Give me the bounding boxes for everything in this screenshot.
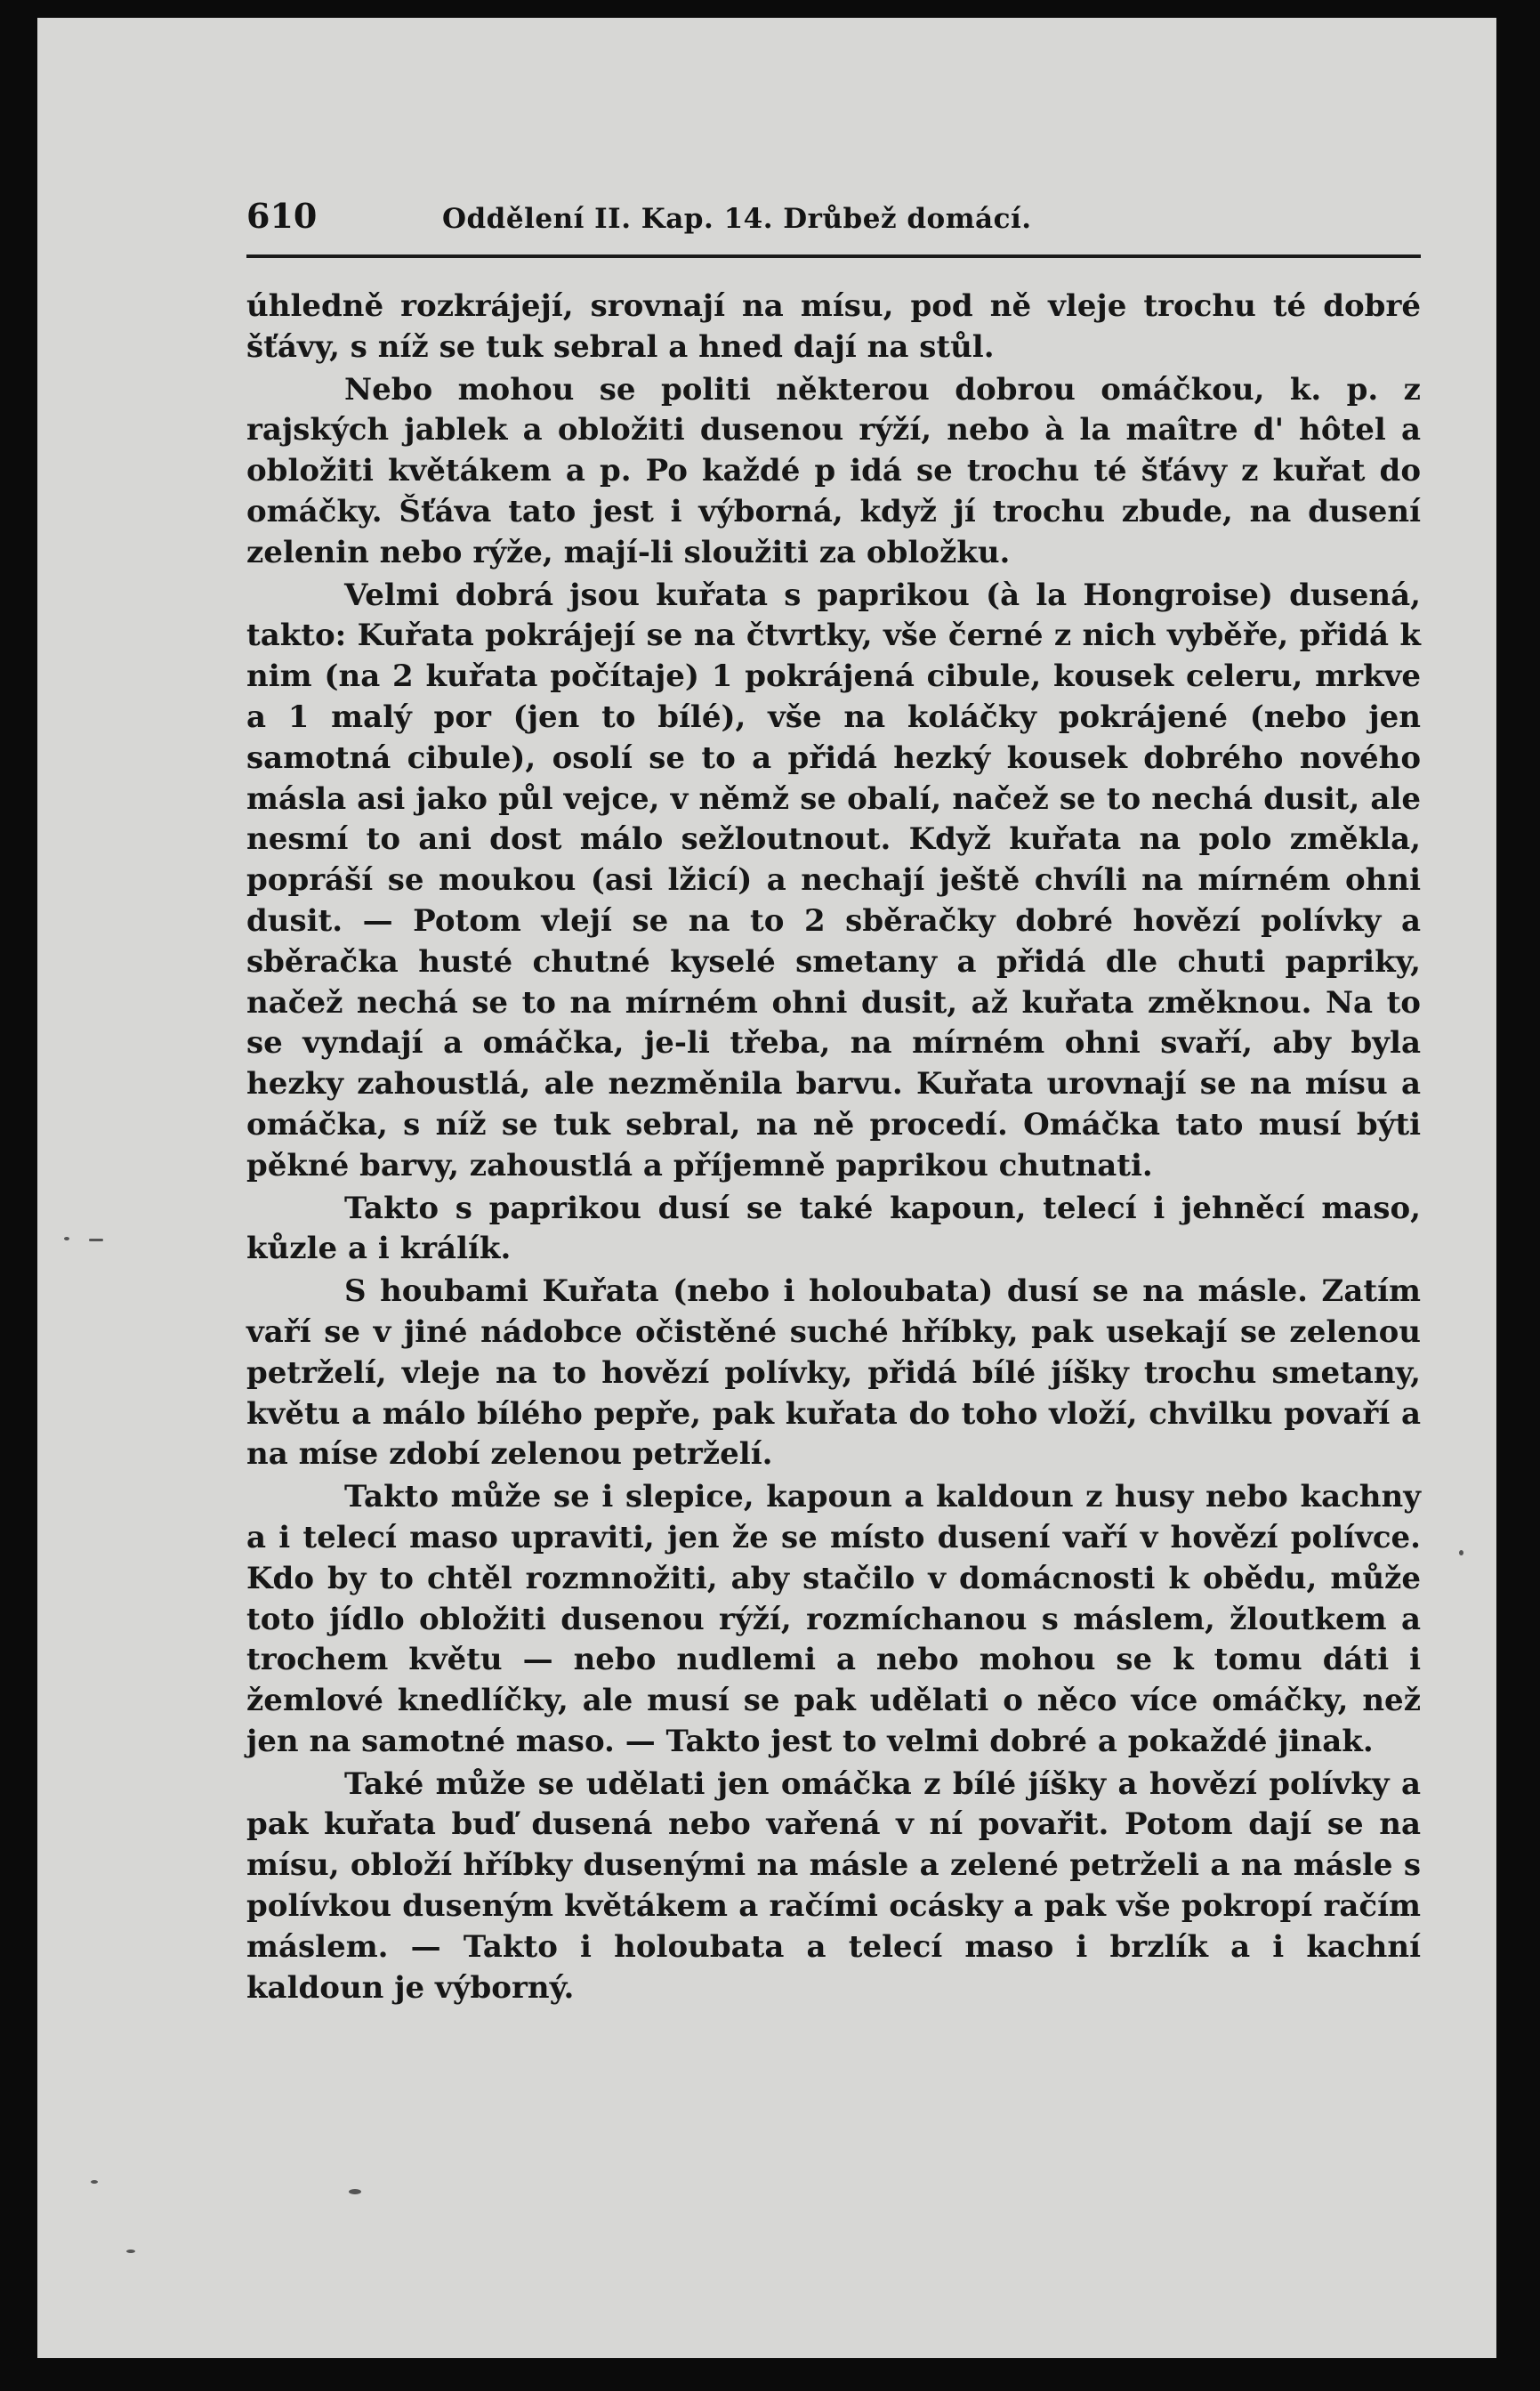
paragraph-7: Také může se udělati jen omáčka z bílé jíšky a hovězí polívky a pak kuřata buď dusená nebo vařená v ní povařit. Potom dají se na mísu, obloží hříbky dusenými na másle a zelené petrželi a na másle s polívkou duseným květákem a račími ocásky a pak vše pokropí račím máslem. — Takto i holoubata a telecí maso i brzlík a i kachní kaldoun je výborný. <box>246 1765 1421 2006</box>
print-speck <box>91 2180 98 2184</box>
print-speck <box>64 1237 69 1240</box>
paragraph-1: úhledně rozkrájejí, srovnají na mísu, pod ně vleje trochu té dobré šťávy, s níž se tuk sebral a hned dají na stůl. <box>246 288 1421 365</box>
print-speck <box>349 2189 361 2194</box>
paragraph-3: Velmi dobrá jsou kuřata s paprikou (à la Hongroise) dusená, takto: Kuřata pokrájejí se na čtvrtky, vše černé z nich vyběře, přidá k nim (na 2 kuřata počítaje) 1 pokrájená cibule, kousek celeru, mrkve a 1 malý por (jen to bílé), vše na koláčky pokrájené (nebo jen samotná cibule), osolí se to a přidá hezký kousek dobrého nového másla asi jako půl vejce, v němž se obalí, načež se to nechá dusit, ale nesmí to ani dost málo sežloutnout. Když kuřata na polo změkla, popráší se moukou (asi lžicí) a nechají ještě chvíli na mírném ohni dusit. — Potom vlejí se na to 2 sběračky dobré hovězí polívky a sběračka husté chutné kyselé smetany a přidá dle chuti papriky, načež nechá se to na mírném ohni dusit, až kuřata změknou. Na to se vyndají a omáčka, je-li třeba, na mírném ohni svaří, aby byla hezky zahoustlá, ale nezměnila barvu. Kuřata urovnají se na mísu a omáčka, s níž se tuk sebral, na ně procedí. Omáčka tato musí býti pěkné barvy, zahoustlá a příjemně paprikou chutnati. <box>246 577 1421 1183</box>
header-rule <box>246 254 1421 258</box>
paragraph-5: S houbami Kuřata (nebo i holoubata) dusí se na másle. Zatím vaří se v jiné nádobce očistěné suché hříbky, pak usekají se zelenou petrželí, vleje na to hovězí polívky, přidá bílé jíšky trochu smetany, květu a málo bílého pepře, pak kuřata do toho vloží, chvilku povaří a na míse zdobí zelenou petrželí. <box>246 1273 1421 1473</box>
paragraph-4: Takto s paprikou dusí se také kapoun, telecí i jehněcí maso, kůzle a i králík. <box>246 1190 1421 1267</box>
running-head: Oddělení II. Kap. 14. Drůbež domácí. <box>442 203 1032 235</box>
print-speck <box>126 2250 135 2253</box>
paragraph-6: Takto může se i slepice, kapoun a kaldoun z husy nebo kachny a i telecí maso upraviti, jen že se místo dusení vaří v hovězí polívce. Kdo by to chtěl rozmnožiti, aby stačilo v domácnosti k obědu, může toto jídlo obložiti dusenou rýží, rozmíchanou s máslem, žloutkem a trochem květu — nebo nudlemi a nebo mohou se k tomu dáti i žemlové knedlíčky, ale musí se pak udělati o něco více omáčky, než jen na samotné maso. — Takto jest to velmi dobré a pokaždé jinak. <box>246 1479 1421 1759</box>
print-speck <box>1459 1550 1463 1555</box>
paragraph-2: Nebo mohou se politi některou dobrou omáčkou, k. p. z rajských jablek a obložiti dusenou rýží, nebo à la maître d' hôtel a obložiti květákem a p. Po každé p idá se trochu té šťávy z kuřat do omáčky. Šťáva tato jest i výborná, když jí trochu zbude, na dusení zelenin nebo rýže, mají-li sloužiti za obložku. <box>246 371 1421 570</box>
page-number: 610 <box>246 196 318 236</box>
print-speck <box>89 1239 103 1241</box>
body-text <box>246 287 1421 2010</box>
page-header <box>246 196 1421 251</box>
book-page <box>37 18 1496 2358</box>
